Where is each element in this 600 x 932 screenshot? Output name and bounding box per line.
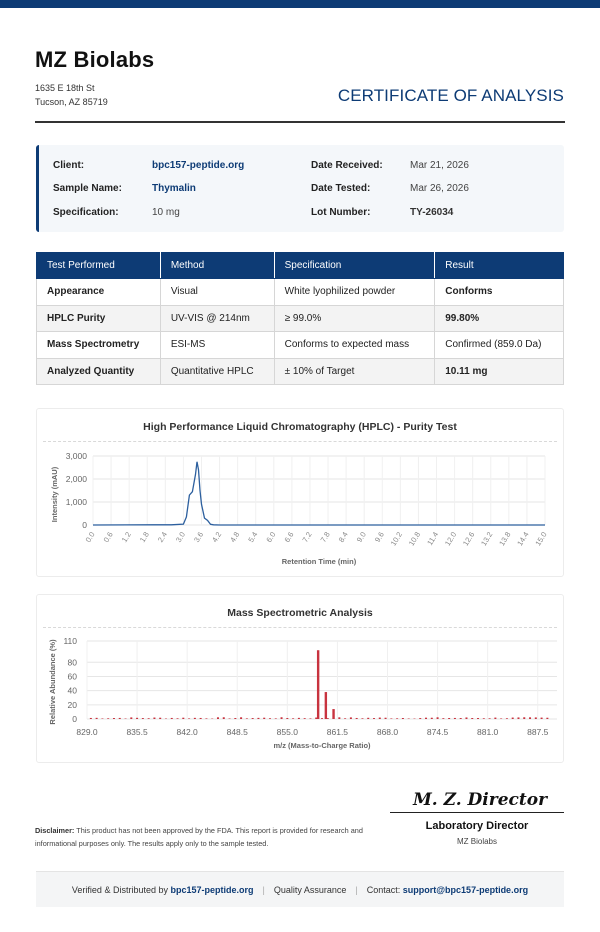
ms-noise-bar xyxy=(217,717,219,719)
ms-noise-bar xyxy=(344,718,346,719)
ms-noise-bar xyxy=(350,717,352,719)
test-result: 99.80% xyxy=(435,305,564,332)
ms-noise-bar xyxy=(263,718,265,719)
sample-info-panel xyxy=(36,145,564,232)
ms-noise-bar xyxy=(454,718,456,719)
ms-noise-bar xyxy=(292,718,294,719)
test-specification: White lyophilized powder xyxy=(274,279,435,306)
ms-noise-bar xyxy=(257,718,259,719)
ms-noise-bar xyxy=(431,718,433,719)
table-row xyxy=(37,358,564,385)
ms-noise-bar xyxy=(205,718,207,719)
ms-noise-bar xyxy=(465,717,467,719)
document-title: CERTIFICATE OF ANALYSIS xyxy=(337,86,564,105)
hplc-x-tick-label: 0.6 xyxy=(101,530,115,544)
table-row xyxy=(37,279,564,306)
lot-number-value: TY-26034 xyxy=(410,207,454,218)
hplc-x-tick-label: 7.8 xyxy=(318,530,332,544)
hplc-x-tick-label: 4.2 xyxy=(210,530,224,544)
hplc-x-axis-label: Retention Time (min) xyxy=(281,557,357,566)
ms-noise-bar xyxy=(356,718,358,719)
signature: M. Z. Director xyxy=(412,790,548,810)
hplc-y-tick-label: 3,000 xyxy=(65,451,87,461)
ms-noise-bar xyxy=(286,718,288,719)
hplc-series-line xyxy=(93,462,545,525)
ms-noise-bar xyxy=(517,717,519,719)
ms-x-tick-label: 848.5 xyxy=(226,727,248,737)
ms-y-tick-label: 80 xyxy=(67,657,77,668)
signatory-org: MZ Biolabs xyxy=(456,837,497,846)
test-method: Quantitative HPLC xyxy=(160,358,274,385)
ms-noise-bar xyxy=(240,717,242,719)
ms-y-tick-label: 20 xyxy=(67,699,77,710)
ms-noise-bar xyxy=(402,718,404,719)
hplc-x-tick-label: 7.2 xyxy=(300,530,314,544)
ms-y-axis-label: Relative Abundance (%) xyxy=(48,639,57,725)
footer-site-link[interactable]: bpc157-peptide.org xyxy=(170,884,254,895)
hplc-x-tick-label: 1.2 xyxy=(119,530,133,544)
ms-peak-bar xyxy=(332,709,334,719)
test-name: Appearance xyxy=(37,279,161,306)
ms-noise-bar xyxy=(182,718,184,719)
ms-x-axis-label: m/z (Mass-to-Charge Ratio) xyxy=(273,741,371,750)
footer-contact-label: Contact: xyxy=(366,884,401,895)
test-specification: Conforms to expected mass xyxy=(274,332,435,359)
test-name: Mass Spectrometry xyxy=(37,332,161,359)
ms-x-tick-label: 842.0 xyxy=(176,727,198,737)
header-result: Result xyxy=(435,253,564,279)
ms-noise-bar xyxy=(361,718,363,719)
ms-chart-title: Mass Spectrometric Analysis xyxy=(227,607,373,619)
footer-qa-text: Quality Assurance xyxy=(273,884,347,895)
hplc-x-tick-label: 10.2 xyxy=(388,530,405,548)
signature-line xyxy=(390,812,564,813)
ms-noise-bar xyxy=(471,718,473,719)
ms-noise-bar xyxy=(494,718,496,719)
client-value[interactable]: bpc157-peptide.org xyxy=(152,160,245,171)
ms-noise-bar xyxy=(546,718,548,719)
ms-x-tick-label: 874.5 xyxy=(426,727,449,737)
ms-noise-bar xyxy=(188,718,190,719)
date-received-label: Date Received: xyxy=(311,160,383,171)
header-specification: Specification xyxy=(274,253,435,279)
address-line-2: Tucson, AZ 85719 xyxy=(35,97,108,107)
ms-noise-bar xyxy=(200,718,202,719)
hplc-x-tick-label: 10.8 xyxy=(406,530,423,548)
ms-x-tick-label: 855.0 xyxy=(276,727,298,737)
hplc-x-tick-label: 6.6 xyxy=(282,530,296,544)
ms-chart xyxy=(37,595,565,764)
address-line-1: 1635 E 18th St xyxy=(35,83,95,93)
hplc-x-tick-label: 9.0 xyxy=(354,530,368,544)
hplc-x-tick-label: 12.6 xyxy=(461,530,477,548)
hplc-y-tick-label: 0 xyxy=(82,520,87,530)
ms-noise-bar xyxy=(309,718,311,719)
ms-noise-bar xyxy=(281,717,283,719)
ms-noise-bar xyxy=(101,718,103,719)
header-method: Method xyxy=(160,253,274,279)
test-result: Confirmed (859.0 Da) xyxy=(435,332,564,359)
ms-noise-bar xyxy=(130,717,132,719)
ms-noise-bar xyxy=(298,718,300,719)
hplc-x-tick-label: 15.0 xyxy=(533,530,549,548)
ms-noise-bar xyxy=(315,718,317,719)
ms-noise-bar xyxy=(390,718,392,719)
ms-x-tick-label: 835.5 xyxy=(126,727,148,737)
footer-verified-text: Verified & Distributed by xyxy=(71,884,168,895)
header-test-performed: Test Performed xyxy=(37,253,161,279)
ms-noise-bar xyxy=(234,718,236,719)
ms-noise-bar xyxy=(321,718,323,719)
hplc-x-tick-label: 12.0 xyxy=(442,530,459,548)
ms-x-tick-label: 861.5 xyxy=(326,727,349,737)
lot-number-label: Lot Number: xyxy=(311,207,371,218)
ms-noise-bar xyxy=(177,718,179,719)
ms-y-tick-label: 60 xyxy=(67,671,77,682)
ms-y-tick-label: 0 xyxy=(72,714,77,724)
hplc-x-tick-label: 3.6 xyxy=(192,530,206,544)
ms-noise-bar xyxy=(483,718,485,719)
footer-contact-email[interactable]: support@bpc157-peptide.org xyxy=(402,884,529,895)
ms-noise-bar xyxy=(246,718,248,719)
ms-noise-bar xyxy=(304,718,306,719)
sample-name-label: Sample Name: xyxy=(53,183,122,194)
ms-x-tick-label: 887.5 xyxy=(527,727,549,737)
test-specification: ≥ 99.0% xyxy=(274,305,435,332)
ms-noise-bar xyxy=(396,718,398,719)
date-tested-value: Mar 26, 2026 xyxy=(410,183,469,194)
test-specification: ± 10% of Target xyxy=(274,358,435,385)
hplc-chart xyxy=(37,409,565,578)
hplc-x-tick-label: 13.8 xyxy=(497,530,513,548)
hplc-x-tick-label: 4.8 xyxy=(228,530,242,544)
ms-noise-bar xyxy=(153,718,155,719)
table-row xyxy=(37,305,564,332)
ms-noise-bar xyxy=(373,718,375,719)
hplc-x-tick-label: 3.0 xyxy=(173,530,188,544)
results-header-row xyxy=(37,253,564,279)
test-method: ESI-MS xyxy=(160,332,274,359)
disclaimer xyxy=(35,824,365,850)
test-name: Analyzed Quantity xyxy=(37,358,161,385)
results-table xyxy=(36,252,564,385)
disclaimer-label: Disclaimer: xyxy=(35,826,75,835)
test-result: Conforms xyxy=(435,279,564,306)
ms-chart-card xyxy=(36,594,564,763)
ms-noise-bar xyxy=(96,718,98,719)
header-divider xyxy=(35,121,565,123)
hplc-x-tick-label: 14.4 xyxy=(515,530,531,548)
ms-noise-bar xyxy=(194,718,196,719)
date-received-value: Mar 21, 2026 xyxy=(410,160,469,171)
signatory-title: Laboratory Director xyxy=(425,820,529,832)
ms-y-tick-label: 110 xyxy=(63,636,77,646)
ms-noise-bar xyxy=(442,718,444,719)
hplc-x-tick-label: 5.4 xyxy=(246,530,260,544)
ms-noise-bar xyxy=(275,718,277,719)
ms-x-tick-label: 868.0 xyxy=(376,727,399,737)
ms-noise-bar xyxy=(541,718,543,719)
ms-noise-bar xyxy=(535,717,537,719)
ms-y-tick-label: 40 xyxy=(67,685,77,696)
ms-noise-bar xyxy=(506,718,508,719)
ms-noise-bar xyxy=(171,718,173,719)
footer xyxy=(36,871,564,907)
ms-noise-bar xyxy=(460,718,462,719)
ms-noise-bar xyxy=(489,718,491,719)
ms-noise-bar xyxy=(90,718,92,719)
hplc-y-tick-label: 1,000 xyxy=(65,497,87,507)
specification-value: 10 mg xyxy=(152,207,180,218)
hplc-x-tick-label: 2.4 xyxy=(155,530,170,544)
ms-noise-bar xyxy=(269,718,271,719)
client-label: Client: xyxy=(53,160,85,171)
ms-noise-bar xyxy=(425,718,427,719)
hplc-chart-title: High Performance Liquid Chromatography (HPLC) - Purity Test xyxy=(143,421,457,433)
ms-noise-bar xyxy=(107,718,109,719)
ms-peak-bar xyxy=(325,692,327,719)
ms-noise-bar xyxy=(119,718,121,719)
ms-noise-bar xyxy=(437,717,439,719)
hplc-x-tick-label: 6.0 xyxy=(264,530,278,544)
ms-noise-bar xyxy=(223,717,225,719)
test-method: Visual xyxy=(160,279,274,306)
test-name: HPLC Purity xyxy=(37,305,161,332)
ms-noise-bar xyxy=(512,718,514,719)
ms-noise-bar xyxy=(229,718,231,719)
ms-noise-bar xyxy=(500,718,502,719)
ms-noise-bar xyxy=(252,718,254,719)
ms-x-tick-label: 881.0 xyxy=(477,727,499,737)
ms-noise-bar xyxy=(385,718,387,719)
hplc-x-tick-label: 0.0 xyxy=(83,530,97,544)
ms-noise-bar xyxy=(327,718,329,719)
hplc-x-tick-label: 9.6 xyxy=(372,530,386,544)
footer-separator: | xyxy=(355,884,358,895)
company-name: MZ Biolabs xyxy=(35,47,155,72)
ms-noise-bar xyxy=(136,718,138,719)
date-tested-label: Date Tested: xyxy=(311,183,371,194)
specification-label: Specification: xyxy=(53,207,119,218)
ms-noise-bar xyxy=(529,717,531,719)
hplc-y-tick-label: 2,000 xyxy=(65,474,87,484)
ms-noise-bar xyxy=(113,718,115,719)
disclaimer-text: This product has not been approved by the FDA. This report is provided for research and informational purposes only. The results apply only to the sample tested. xyxy=(35,826,363,848)
test-method: UV-VIS @ 214nm xyxy=(160,305,274,332)
ms-x-tick-label: 829.0 xyxy=(76,727,98,737)
hplc-y-axis-label: Intensity (mAU) xyxy=(50,466,59,523)
hplc-chart-card xyxy=(36,408,564,577)
ms-peak-bar xyxy=(317,650,319,719)
hplc-x-tick-label: 1.8 xyxy=(137,530,151,544)
ms-noise-bar xyxy=(477,718,479,719)
ms-noise-bar xyxy=(159,718,161,719)
ms-noise-bar xyxy=(148,718,150,719)
sample-name-value: Thymalin xyxy=(152,183,196,194)
ms-noise-bar xyxy=(419,718,421,719)
table-row xyxy=(37,332,564,359)
ms-noise-bar xyxy=(142,718,144,719)
hplc-x-tick-label: 13.2 xyxy=(479,530,495,548)
ms-noise-bar xyxy=(338,717,340,719)
ms-noise-bar xyxy=(367,718,369,719)
ms-noise-bar xyxy=(523,717,525,719)
top-accent-bar xyxy=(0,0,600,8)
footer-separator: | xyxy=(262,884,265,895)
test-result: 10.11 mg xyxy=(435,358,564,385)
hplc-x-tick-label: 11.4 xyxy=(425,530,441,547)
ms-noise-bar xyxy=(379,718,381,719)
hplc-x-tick-label: 8.4 xyxy=(336,530,350,544)
ms-noise-bar xyxy=(448,718,450,719)
